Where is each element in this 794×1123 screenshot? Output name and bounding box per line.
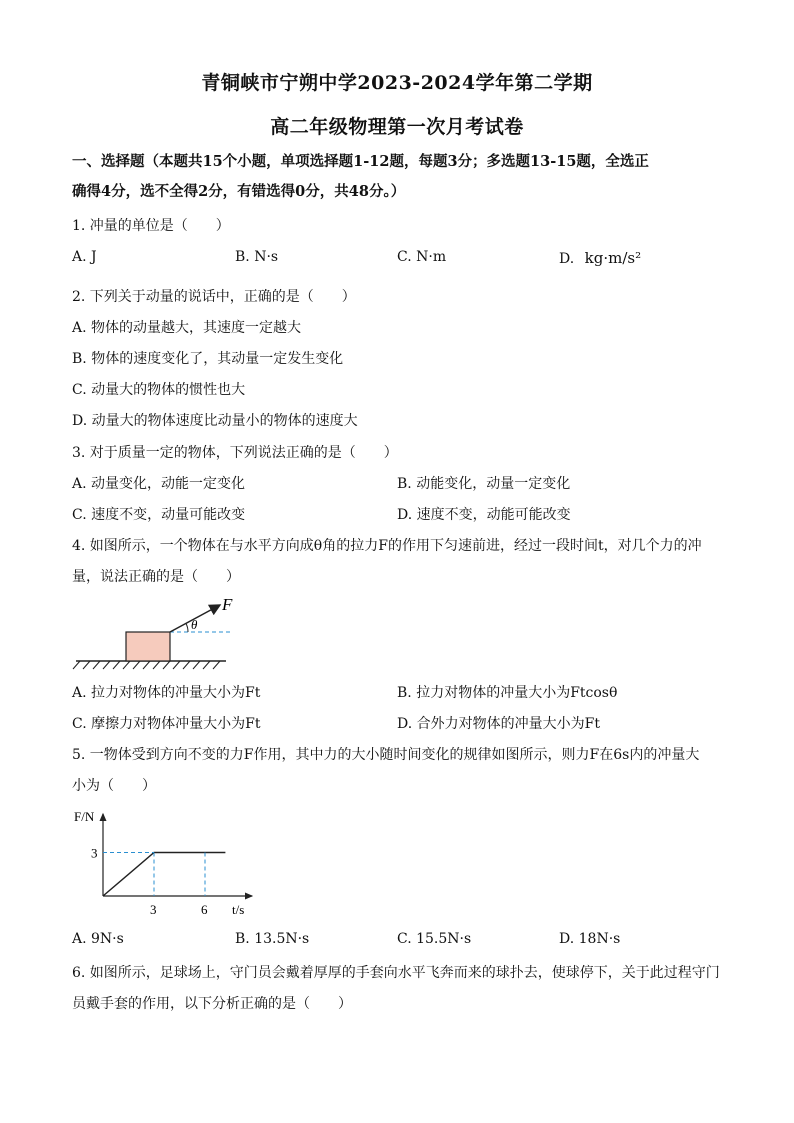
q2-option-c: C. 动量大的物体的惯性也大 xyxy=(72,382,246,398)
q4-stem-line2: 量，说法正确的是（ ） xyxy=(72,569,240,585)
ground-hatching xyxy=(73,661,220,669)
angle-label: θ xyxy=(191,617,198,632)
section-heading-line2: 确得4分，选不全得2分，有错选得0分，共48分。） xyxy=(72,183,406,200)
block xyxy=(126,632,170,661)
q4-option-d: D. 合外力对物体的冲量大小为Ft xyxy=(397,716,600,732)
x-axis-label: t/s xyxy=(232,902,245,917)
angle-arc xyxy=(186,624,188,633)
q6-stem-line1: 6. 如图所示，足球场上，守门员会戴着厚厚的手套向水平飞奔而来的球扑去，使球停下，关于此过程守门 xyxy=(72,965,720,981)
q3-stem: 3. 对于质量一定的物体，下列说法正确的是（ ） xyxy=(72,445,398,461)
q1-option-b: B. N·s xyxy=(235,249,279,265)
force-label: F xyxy=(222,595,233,614)
x-tick-label-6: 6 xyxy=(201,902,208,917)
q1-option-c: C. N·m xyxy=(397,249,447,265)
q2-option-a: A. 物体的动量越大，其速度一定越大 xyxy=(72,320,302,336)
q4-option-b: B. 拉力对物体的冲量大小为Ftcosθ xyxy=(397,685,618,701)
q1-option-d-letter: D. xyxy=(559,251,575,267)
exam-title-line2: 高二年级物理第一次月考试卷 xyxy=(270,116,524,138)
exam-title-line1: 青铜峡市宁朔中学2023-2024学年第二学期 xyxy=(201,72,593,94)
q6-stem-line2: 员戴手套的作用，以下分析正确的是（ ） xyxy=(72,996,352,1012)
q4-option-c: C. 摩擦力对物体冲量大小为Ft xyxy=(72,716,261,732)
q4-stem-line1: 4. 如图所示，一个物体在与水平方向成θ角的拉力F的作用下匀速前进，经过一段时间t，对几个力的冲 xyxy=(72,538,702,554)
force-series-line xyxy=(103,853,225,897)
y-axis-label: F/N xyxy=(74,809,95,824)
q1-option-d-value: kg·m/s² xyxy=(584,249,642,267)
q5-force-time-chart xyxy=(66,800,266,922)
section-heading-line1: 一、选择题（本题共15个小题，单项选择题1-12题，每题3分；多选题13-15题，全选正 xyxy=(72,153,649,170)
q5-option-d: D. 18N·s xyxy=(559,931,621,947)
q5-option-b: B. 13.5N·s xyxy=(235,931,310,947)
q3-option-b: B. 动能变化，动量一定变化 xyxy=(397,476,571,492)
q5-stem-line1: 5. 一物体受到方向不变的力F作用，其中力的大小随时间变化的规律如图所示，则力F在6s内的冲量大 xyxy=(72,747,700,763)
q1-stem: 1. 冲量的单位是（ ） xyxy=(72,218,230,234)
q2-option-d: D. 动量大的物体速度比动量小的物体的速度大 xyxy=(72,413,358,429)
y-tick-label-3: 3 xyxy=(91,845,98,861)
q5-option-c: C. 15.5N·s xyxy=(397,931,472,947)
q3-option-c: C. 速度不变，动量可能改变 xyxy=(72,507,246,523)
q5-option-a: A. 9N·s xyxy=(72,931,124,947)
q5-stem-line2: 小为（ ） xyxy=(72,778,156,794)
q4-force-diagram xyxy=(70,592,240,672)
x-tick-label-3: 3 xyxy=(150,902,157,917)
q2-option-b: B. 物体的速度变化了，其动量一定发生变化 xyxy=(72,351,344,367)
q1-option-d xyxy=(559,249,641,267)
q2-stem: 2. 下列关于动量的说话中，正确的是（ ） xyxy=(72,289,356,305)
q1-option-a: A. J xyxy=(72,249,97,265)
q3-option-a: A. 动量变化，动能一定变化 xyxy=(72,476,246,492)
q3-option-d: D. 速度不变，动能可能改变 xyxy=(397,507,571,523)
q4-option-a: A. 拉力对物体的冲量大小为Ft xyxy=(72,685,261,701)
